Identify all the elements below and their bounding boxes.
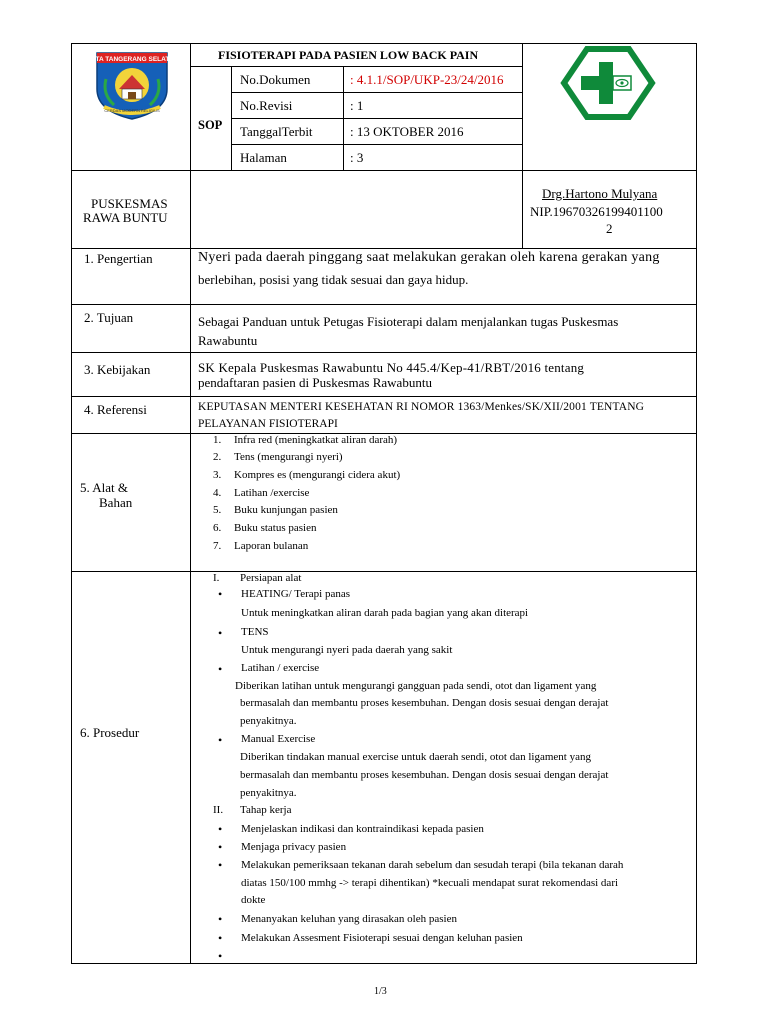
subheading-tahap: Tahap kerja (240, 804, 292, 816)
field-label-dokumen: No.Dokumen (240, 72, 311, 87)
list-item: Buku kunjungan pasien (234, 504, 338, 516)
bullet-icon: • (218, 912, 223, 926)
title-underline (190, 66, 522, 67)
row-line (71, 352, 697, 353)
row-line (231, 144, 522, 145)
bullet-icon: • (218, 858, 223, 872)
item-tens-desc: Untuk mengurangi nyeri pada daerah yang sakit (241, 644, 453, 656)
alat-num: 2. (213, 451, 222, 463)
kebijakan-text-1: SK Kepala Puskesmas Rawabuntu No 445.4/Kep-41/RBT/2016 tentang (198, 360, 585, 375)
roman-numeral: I. (213, 572, 220, 584)
alat-num: 1. (213, 434, 222, 446)
row-line (71, 304, 697, 305)
bullet-icon: • (218, 822, 223, 836)
field-value-halaman: : 3 (350, 150, 364, 165)
bullet-icon: • (218, 662, 223, 676)
item-tens: TENS (241, 626, 269, 638)
section-label-alat: 5. Alat & (80, 480, 129, 495)
section-label-prosedur: 6. Prosedur (80, 725, 140, 740)
crest-banner-text: KOTA TANGERANG SELATAN (85, 56, 179, 63)
section-label-kebijakan: 3. Kebijakan (84, 362, 151, 377)
list-item: Latihan /exercise (234, 487, 310, 499)
alat-num: 5. (213, 504, 222, 516)
kerja-item-2: Menjaga privacy pasien (241, 841, 347, 853)
item-latihan: Latihan / exercise (241, 662, 320, 674)
section-label-referensi: 4. Referensi (84, 402, 147, 417)
row-line (71, 170, 697, 171)
list-item: Kompres es (mengurangi cidera akut) (234, 469, 401, 481)
item-latihan-desc-1: Diberikan latihan untuk mengurangi gangguan pada sendi, otot dan ligament yang (235, 680, 597, 692)
referensi-text-1: KEPUTASAN MENTERI KESEHATAN RI NOMOR 1363/Menkes/SK/XII/2001 TENTANG (198, 401, 645, 413)
field-label-terbit: TanggalTerbit (240, 124, 313, 139)
kerja-item-1: Menjelaskan indikasi dan kontraindikasi kepada pasien (241, 823, 484, 835)
bullet-icon: • (218, 733, 223, 747)
referensi-text-2: PELAYANAN FISIOTERAPI (198, 418, 338, 430)
page-number: 1/3 (374, 986, 387, 997)
field-value-revisi: : 1 (350, 98, 364, 113)
list-item: Tens (mengurangi nyeri) (234, 451, 343, 463)
item-manual-desc-2: bermasalah dan membantu proses kesembuhan. Dengan dosis sesuai dengan derajat (240, 769, 609, 781)
bullet-icon: • (218, 931, 223, 945)
item-manual: Manual Exercise (241, 733, 316, 745)
tujuan-text-1: Sebagai Panduan untuk Petugas Fisioterapi dalam menjalankan tugas Puskesmas (198, 314, 619, 329)
item-manual-desc-3: penyakitnya. (240, 787, 297, 799)
kerja-item-3b: diatas 150/100 mmhg -> terapi dihentikan) *kecuali mendapat surat rekomendasi dari (241, 877, 619, 889)
city-crest-logo (85, 49, 179, 121)
kebijakan-text-2: pendaftaran pasien di Puskesmas Rawabuntu (198, 375, 432, 390)
kerja-item-5: Melakukan Assesment Fisioterapi sesuai dengan keluhan pasien (241, 932, 523, 944)
org-name-line2: RAWA BUNTU (83, 210, 168, 225)
list-item: Infra red (meningkatkat aliran darah) (234, 434, 398, 446)
bullet-icon: • (218, 587, 223, 601)
org-name-line1: PUSKESMAS (91, 196, 168, 211)
field-label-revisi: No.Revisi (240, 98, 293, 113)
tujuan-text-2: Rawabuntu (198, 333, 258, 348)
kerja-item-3c: dokte (241, 894, 266, 906)
item-manual-desc-1: Diberikan tindakan manual exercise untuk daerah sendi, otot dan ligament yang (240, 751, 591, 763)
signer-name: Drg.Hartono Mulyana (542, 186, 658, 201)
item-heating: HEATING/ Terapi panas (241, 588, 350, 600)
pengertian-text-1: Nyeri pada daerah pinggang saat melakukan gerakan oleh karena gerakan yang (198, 250, 660, 265)
sop-label: SOP (198, 118, 223, 132)
signer-nip-cont: 2 (606, 221, 613, 236)
bullet-icon: • (218, 626, 223, 640)
document-title: FISIOTERAPI PADA PASIEN LOW BACK PAIN (218, 48, 479, 62)
alat-num: 7. (213, 540, 222, 552)
signer-divider (522, 170, 523, 248)
alat-num: 6. (213, 522, 222, 534)
list-item: Laporan bulanan (234, 540, 309, 552)
subheading-persiapan: Persiapan alat (240, 572, 302, 584)
crest-motto-text: CERDAS MODERN RELIGIUS (104, 108, 160, 113)
item-latihan-desc-3: penyakitnya. (240, 715, 297, 727)
row-line (231, 92, 522, 93)
kerja-item-3a: Melakukan pemeriksaan tekanan darah sebelum dan sesudah terapi (bila tekanan darah (241, 859, 624, 871)
item-latihan-desc-2: bermasalah dan membantu proses kesembuhan. Dengan dosis sesuai dengan derajat (240, 697, 609, 709)
bullet-icon: • (218, 949, 223, 963)
section-label-tujuan: 2. Tujuan (84, 310, 134, 325)
logo-column-divider (522, 43, 523, 170)
column-divider (190, 43, 191, 964)
row-line (71, 571, 697, 572)
puskesmas-logo (559, 44, 657, 122)
pengertian-text-2: berlebihan, posisi yang tidak sesuai dan gaya hidup. (198, 272, 469, 287)
field-value-terbit: : 13 OKTOBER 2016 (350, 124, 464, 139)
section-label-bahan: Bahan (99, 495, 133, 510)
item-heating-desc: Untuk meningkatkan aliran darah pada bagian yang akan diterapi (241, 607, 529, 619)
kerja-item-4: Menanyakan keluhan yang dirasakan oleh pasien (241, 913, 457, 925)
field-value-dokumen: : 4.1.1/SOP/UKP-23/24/2016 (350, 72, 504, 87)
bullet-icon: • (218, 840, 223, 854)
field-label-halaman: Halaman (240, 150, 287, 165)
row-line (71, 396, 697, 397)
section-label-pengertian: 1. Pengertian (84, 251, 153, 266)
roman-numeral: II. (213, 804, 224, 816)
row-line (71, 248, 697, 249)
list-item: Buku status pasien (234, 522, 317, 534)
alat-num: 3. (213, 469, 222, 481)
signer-nip: NIP.19670326199401100 (530, 204, 663, 219)
alat-num: 4. (213, 487, 222, 499)
row-line (231, 118, 522, 119)
